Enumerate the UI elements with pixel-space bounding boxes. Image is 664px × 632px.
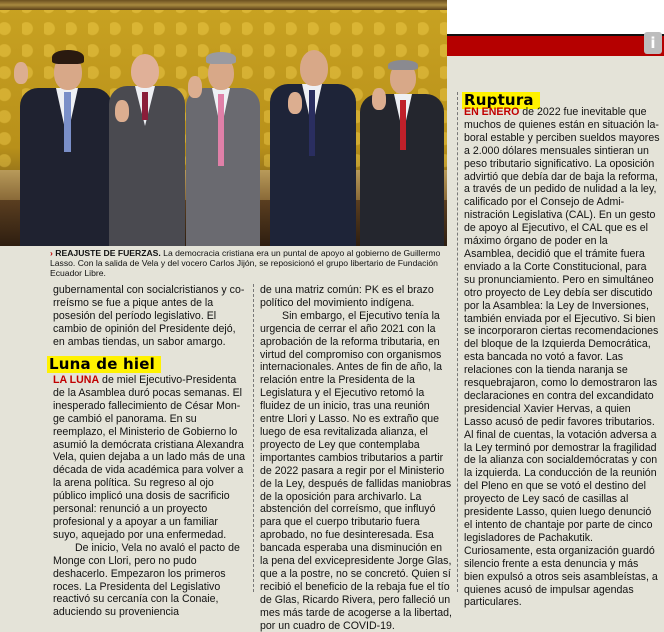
news-photo [0,0,447,246]
person-4 [268,48,358,246]
article-column-2 [260,284,452,632]
column-divider-1 [253,284,254,592]
caption-arrow-icon: › [50,248,53,258]
article-column-1-body [53,374,246,619]
column1-intro: gubernamental con socialcristianos y correísmo se fue a pique antes de la posesión del período legislativo. El cambio de opinión del Presidente dejó, en ambas tiendas, un sabor amargo. [53,284,245,348]
info-icon: i [644,32,662,54]
column3-dropcap: EN ENERO [464,106,520,118]
article-column-3 [464,106,660,609]
column1-p1-text: de miel Ejecutivo-Presidenta de la Asamblea duró pocas semanas. El inesperado fallecimiento de César Monge cambió el panorama. En su reemplazo, el Ministerio de Gobierno lo asumió la demócrata cristiana Alexandra Vela, quien dejaba a un lado más de una década de vida académica para volver a la arena política. Su regreso al ojo público implicó una dosis de sacrificio personal: renunció a un proyecto profesional y a apoyar a un familiar suyo, aquejado por una enfermedad. [53,374,246,541]
section-header-bar [447,34,664,56]
person-5 [358,60,447,246]
subhead-luna-de-hiel: Luna de hiel [47,356,161,373]
page-top-margin [447,0,664,34]
column1-paragraph-1 [53,374,246,542]
column1-dropcap: LA LUNA [53,374,100,386]
article-column-1 [53,284,246,349]
column1-paragraph-2: De inicio, Vela no avaló el pacto de Monge con Llori, pero no pudo deshacerlo. Empezaron los primeros roces. La Presidenta del Legislativo reactivó su cercanía con la Conaie, aduciendo su proveniencia [53,541,240,619]
column3-paragraph-1 [464,106,660,609]
column2-paragraph-1: de una matriz común: PK es el brazo político del movimiento indígena. [260,284,434,309]
person-1 [12,50,112,246]
subhead-ruptura: Ruptura [462,92,540,109]
person-3 [180,52,260,246]
person-2 [105,52,185,246]
column2-paragraph-2: Sin embargo, el Ejecutivo tenía la urgencia de cerrar el año 2021 con la aprobación de la reforma tributaria, en virtud del compromiso con organismos internacionales. Antes de fin de año, la relación entre la Presidenta de la Legislatura y el Ejecutivo retomó la fluidez de un inicio, tras una reunión entre Llori y Lasso. No es extraño que luego de esa revitalizada alianza, el proyecto de Ley que contemplaba importantes cambios tributarios a partir de 2022 pasara a regir por el Ministerio de la Ley, después de fallidas maniobras de la oposición para archivarlo. La abstención del correísmo, que influyó para que el cuerpo tributario fuera aprobado, no fue desinteresada. Esa bancada esperaba una disminución en la pena del exvicepresidente Jorge Glas, que a la postre, no se concretó. Quien sí recibió el beneficio de la rebaja fue el tío de Glas, Ricardo Rivera, pero falleció un mes más tarde de acogerse a la libertad, por un cuadro de COVID-19. [260,309,452,632]
caption-lead: REAJUSTE DE FUERZAS. [55,248,161,258]
column-divider-2 [457,92,458,592]
caption-text: La democracia cristiana era un puntal de apoyo al gobierno de Guillermo Lasso. Con la salida de Vela y del vocero Carlos Jijón, se reposicionó el grupo libertario de Fundación Ecuador Libre. [50,248,441,278]
photo-caption [50,248,450,278]
wall-molding [0,0,447,10]
column3-p1-text: de 2022 fue inevitable que muchos de quienes están en situación laboral estable y perciben sueldos mayores a 2.000 dólares mensuales sintieran un peso tributario significativo. La oposición advirtió que debía dar de baja la reforma, a través de un pedido de nulidad a la ley, calificado por el Consejo de Administración Legislativa (CAL). En un gesto de apoyo al Ejecutivo, el CAL que es el máximo órgano de poder en la Asamblea, decidió que el trámite fuera enviado a la Corte Constitucional, para su pronunciamiento. Pero en simultáneo otro proyecto de Ley debía ser discutido por la Asamblea: la Ley de Inversiones, también enviada por el Ejecutivo. Si bien se incorporaron ciertas recomendaciones del bloque de la Izquierda Democrática, esta bancada no votó a favor. Las relaciones con la tienda naranja se resquebrajaron, como lo demostraron las declaraciones en contra del excandidato presidencial Xavier Hervas, a quien Lasso acusó de pedir favores tributarios. Al final de cuentas, la votación adversa a la Ley terminó por demostrar la fragilidad de la alianza con socialdemócratas y con la izquierda. La conducción de la reunión del Pleno en que se votó el destino del proyecto de Ley sacó de casillas al presidente Lasso, quien luego denunció el intento de chantaje por parte de cinco legisladores de Pachakutik. Curiosamente, esta organización guardó silencio frente a esta denuncia y más bien expulsó a otros seis asambleístas, a quienes acusó de impulsar agendas particulares. [464,106,660,609]
